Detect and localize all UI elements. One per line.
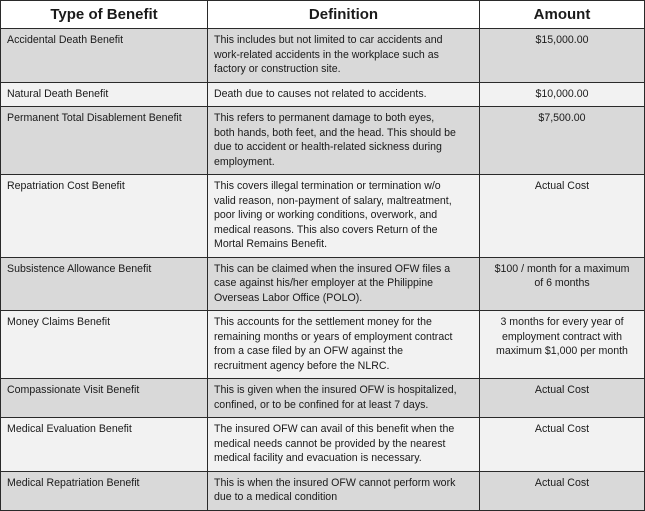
table-row	[1, 257, 645, 311]
table-row	[1, 175, 645, 258]
benefit-type-cell: Permanent Total Disablement Benefit	[1, 107, 208, 175]
benefit-type-cell: Accidental Death Benefit	[1, 29, 208, 83]
table-row	[1, 311, 645, 379]
benefit-type-cell: Medical Evaluation Benefit	[1, 418, 208, 472]
benefit-type-cell: Subsistence Allowance Benefit	[1, 257, 208, 311]
benefit-amount-cell: 3 months for every year of employment contract with maximum $1,000 per month	[480, 311, 645, 379]
benefit-definition-cell: This covers illegal termination or termination w/o valid reason, non-payment of salary, maltreatment, poor living or working conditions, overwork, and medical reasons. This also covers Return of the Mortal Remains Benefit.	[208, 175, 480, 258]
benefit-amount-cell: $100 / month for a maximum of 6 months	[480, 257, 645, 311]
benefit-definition-cell: This includes but not limited to car accidents and work-related accidents in the workplace such as factory or construction site.	[208, 29, 480, 83]
table-row	[1, 107, 645, 175]
benefit-definition-cell: This is when the insured OFW cannot perform work due to a medical condition	[208, 471, 480, 510]
benefit-amount-cell: Actual Cost	[480, 418, 645, 472]
benefit-amount-cell: Actual Cost	[480, 379, 645, 418]
benefit-definition-cell: This refers to permanent damage to both eyes, both hands, both feet, and the head. This should be due to accident or health-related sickness during employment.	[208, 107, 480, 175]
table-row	[1, 418, 645, 472]
benefit-amount-cell: $10,000.00	[480, 82, 645, 107]
benefit-type-cell: Repatriation Cost Benefit	[1, 175, 208, 258]
benefit-amount-cell: Actual Cost	[480, 175, 645, 258]
benefit-definition-cell: The insured OFW can avail of this benefit when the medical needs cannot be provided by the nearest medical facility and evacuation is necessary.	[208, 418, 480, 472]
table-row	[1, 471, 645, 510]
table-row	[1, 379, 645, 418]
benefit-amount-cell: $15,000.00	[480, 29, 645, 83]
benefit-amount-cell: $7,500.00	[480, 107, 645, 175]
benefit-type-cell: Natural Death Benefit	[1, 82, 208, 107]
table-row	[1, 82, 645, 107]
benefit-type-cell: Medical Repatriation Benefit	[1, 471, 208, 510]
header-definition: Definition	[208, 1, 480, 29]
benefit-definition-cell: This can be claimed when the insured OFW files a case against his/her employer at the Philippine Overseas Labor Office (POLO).	[208, 257, 480, 311]
header-type: Type of Benefit	[1, 1, 208, 29]
benefit-amount-cell: Actual Cost	[480, 471, 645, 510]
benefit-type-cell: Money Claims Benefit	[1, 311, 208, 379]
benefit-definition-cell: Death due to causes not related to accidents.	[208, 82, 480, 107]
benefit-definition-cell: This accounts for the settlement money for the remaining months or years of employment contract from a case filed by an OFW against the recruitment agency before the NLRC.	[208, 311, 480, 379]
benefit-type-cell: Compassionate Visit Benefit	[1, 379, 208, 418]
header-amount: Amount	[480, 1, 645, 29]
header-row	[1, 1, 645, 29]
benefit-definition-cell: This is given when the insured OFW is hospitalized, confined, or to be confined for at least 7 days.	[208, 379, 480, 418]
table-row	[1, 29, 645, 83]
